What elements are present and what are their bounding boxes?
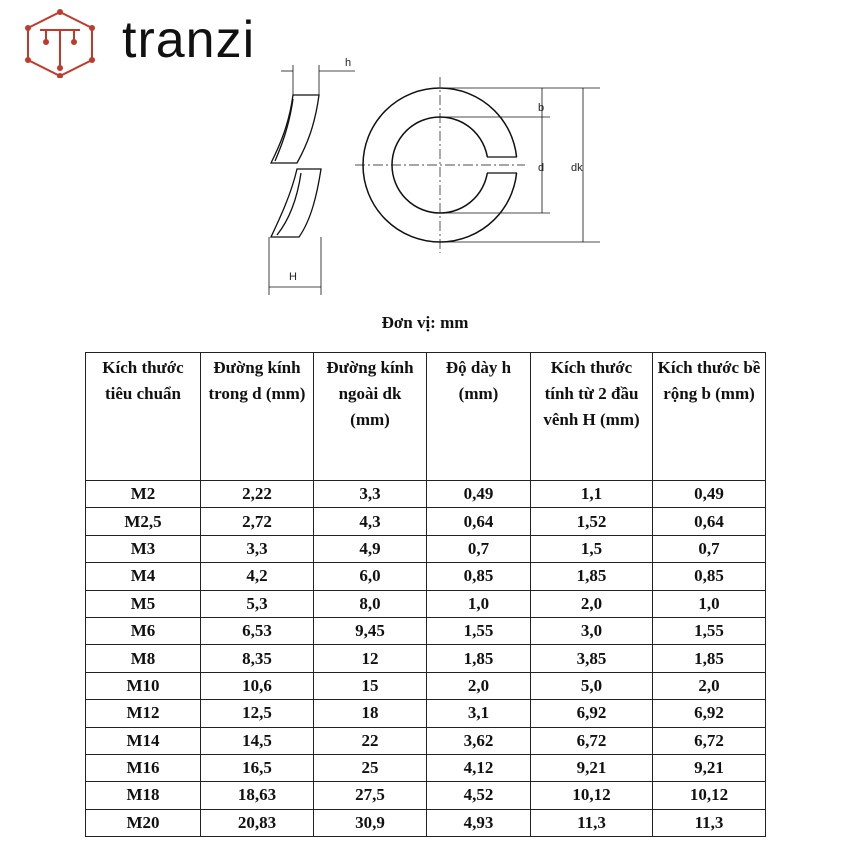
- washer-spec-table: [85, 352, 766, 837]
- cell-thickness: 3,62: [427, 727, 531, 754]
- cell-inner-diameter: 2,22: [201, 481, 314, 508]
- cell-free-height: 3,85: [531, 645, 653, 672]
- cell-inner-diameter: 5,3: [201, 590, 314, 617]
- cell-outer-diameter: 25: [314, 754, 427, 781]
- cell-outer-diameter: 4,9: [314, 535, 427, 562]
- label-b: b: [538, 102, 545, 114]
- cell-width: 11,3: [653, 809, 766, 836]
- cell-outer-diameter: 9,45: [314, 617, 427, 644]
- cell-thickness: 0,49: [427, 481, 531, 508]
- cell-inner-diameter: 8,35: [201, 645, 314, 672]
- side-dimension-lines: [269, 65, 355, 295]
- table-row: [86, 782, 766, 809]
- cell-thickness: 2,0: [427, 672, 531, 699]
- header-free-height: Kích thước tính từ 2 đầu vênh H (mm): [531, 353, 653, 481]
- cell-outer-diameter: 18: [314, 700, 427, 727]
- cell-width: 6,72: [653, 727, 766, 754]
- cell-outer-diameter: 8,0: [314, 590, 427, 617]
- cell-inner-diameter: 14,5: [201, 727, 314, 754]
- cell-free-height: 1,5: [531, 535, 653, 562]
- table-row: [86, 645, 766, 672]
- cell-size: M3: [86, 535, 201, 562]
- cell-inner-diameter: 20,83: [201, 809, 314, 836]
- cell-width: 0,49: [653, 481, 766, 508]
- cell-thickness: 4,12: [427, 754, 531, 781]
- cell-thickness: 0,7: [427, 535, 531, 562]
- table-row: [86, 727, 766, 754]
- cell-size: M5: [86, 590, 201, 617]
- header-thickness: Độ dày h (mm): [427, 353, 531, 481]
- table-row: [86, 700, 766, 727]
- cell-free-height: 9,21: [531, 754, 653, 781]
- cell-thickness: 0,85: [427, 563, 531, 590]
- label-H: H: [289, 271, 297, 283]
- cell-inner-diameter: 12,5: [201, 700, 314, 727]
- header-inner-diameter: Đường kính trong d (mm): [201, 353, 314, 481]
- brand-name: tranzi: [122, 11, 256, 69]
- cell-size: M6: [86, 617, 201, 644]
- tranzi-logo: [22, 8, 292, 78]
- cell-size: M2: [86, 481, 201, 508]
- cell-inner-diameter: 2,72: [201, 508, 314, 535]
- cell-width: 1,85: [653, 645, 766, 672]
- cell-free-height: 3,0: [531, 617, 653, 644]
- table-row: [86, 508, 766, 535]
- cell-size: M16: [86, 754, 201, 781]
- cell-thickness: 0,64: [427, 508, 531, 535]
- cell-free-height: 1,1: [531, 481, 653, 508]
- table-row: [86, 754, 766, 781]
- cell-thickness: 4,52: [427, 782, 531, 809]
- cell-width: 0,85: [653, 563, 766, 590]
- cell-free-height: 1,52: [531, 508, 653, 535]
- center-lines: [355, 77, 525, 253]
- cell-inner-diameter: 18,63: [201, 782, 314, 809]
- cell-outer-diameter: 30,9: [314, 809, 427, 836]
- cell-outer-diameter: 15: [314, 672, 427, 699]
- cell-free-height: 2,0: [531, 590, 653, 617]
- label-h: h: [345, 57, 352, 69]
- cell-size: M4: [86, 563, 201, 590]
- cell-size: M20: [86, 809, 201, 836]
- cell-outer-diameter: 6,0: [314, 563, 427, 590]
- table-body: [86, 481, 766, 837]
- cell-thickness: 1,0: [427, 590, 531, 617]
- cell-size: M12: [86, 700, 201, 727]
- table-row: [86, 535, 766, 562]
- table-row: [86, 672, 766, 699]
- cell-size: M14: [86, 727, 201, 754]
- cell-size: M2,5: [86, 508, 201, 535]
- cell-width: 2,0: [653, 672, 766, 699]
- cell-thickness: 1,55: [427, 617, 531, 644]
- cell-thickness: 1,85: [427, 645, 531, 672]
- table-row: [86, 617, 766, 644]
- cell-outer-diameter: 3,3: [314, 481, 427, 508]
- cell-outer-diameter: 22: [314, 727, 427, 754]
- table-row: [86, 809, 766, 836]
- tranzi-logo-icon: [22, 8, 102, 78]
- cell-thickness: 4,93: [427, 809, 531, 836]
- cell-inner-diameter: 6,53: [201, 617, 314, 644]
- cell-size: M18: [86, 782, 201, 809]
- washer-side-view: [271, 95, 321, 237]
- label-dk: dk: [571, 162, 583, 174]
- cell-free-height: 6,92: [531, 700, 653, 727]
- cell-width: 9,21: [653, 754, 766, 781]
- header-width: Kích thước bề rộng b (mm): [653, 353, 766, 481]
- cell-free-height: 1,85: [531, 563, 653, 590]
- cell-size: M10: [86, 672, 201, 699]
- cell-inner-diameter: 16,5: [201, 754, 314, 781]
- unit-label: Đơn vị: mm: [381, 313, 469, 332]
- table-header-row: [86, 353, 766, 481]
- cell-width: 0,64: [653, 508, 766, 535]
- cell-free-height: 5,0: [531, 672, 653, 699]
- cell-size: M8: [86, 645, 201, 672]
- cell-inner-diameter: 10,6: [201, 672, 314, 699]
- cell-width: 0,7: [653, 535, 766, 562]
- table-row: [86, 481, 766, 508]
- label-d: d: [538, 162, 545, 174]
- cell-outer-diameter: 27,5: [314, 782, 427, 809]
- cell-outer-diameter: 12: [314, 645, 427, 672]
- table-row: [86, 590, 766, 617]
- cell-inner-diameter: 3,3: [201, 535, 314, 562]
- spring-washer-drawing: [255, 55, 620, 303]
- cell-free-height: 10,12: [531, 782, 653, 809]
- cell-width: 1,0: [653, 590, 766, 617]
- cell-inner-diameter: 4,2: [201, 563, 314, 590]
- cell-thickness: 3,1: [427, 700, 531, 727]
- header-size: Kích thước tiêu chuẩn: [86, 353, 201, 481]
- cell-width: 1,55: [653, 617, 766, 644]
- table-row: [86, 563, 766, 590]
- cell-outer-diameter: 4,3: [314, 508, 427, 535]
- header-outer-diameter: Đường kính ngoài dk (mm): [314, 353, 427, 481]
- cell-free-height: 6,72: [531, 727, 653, 754]
- cell-width: 6,92: [653, 700, 766, 727]
- cell-free-height: 11,3: [531, 809, 653, 836]
- cell-width: 10,12: [653, 782, 766, 809]
